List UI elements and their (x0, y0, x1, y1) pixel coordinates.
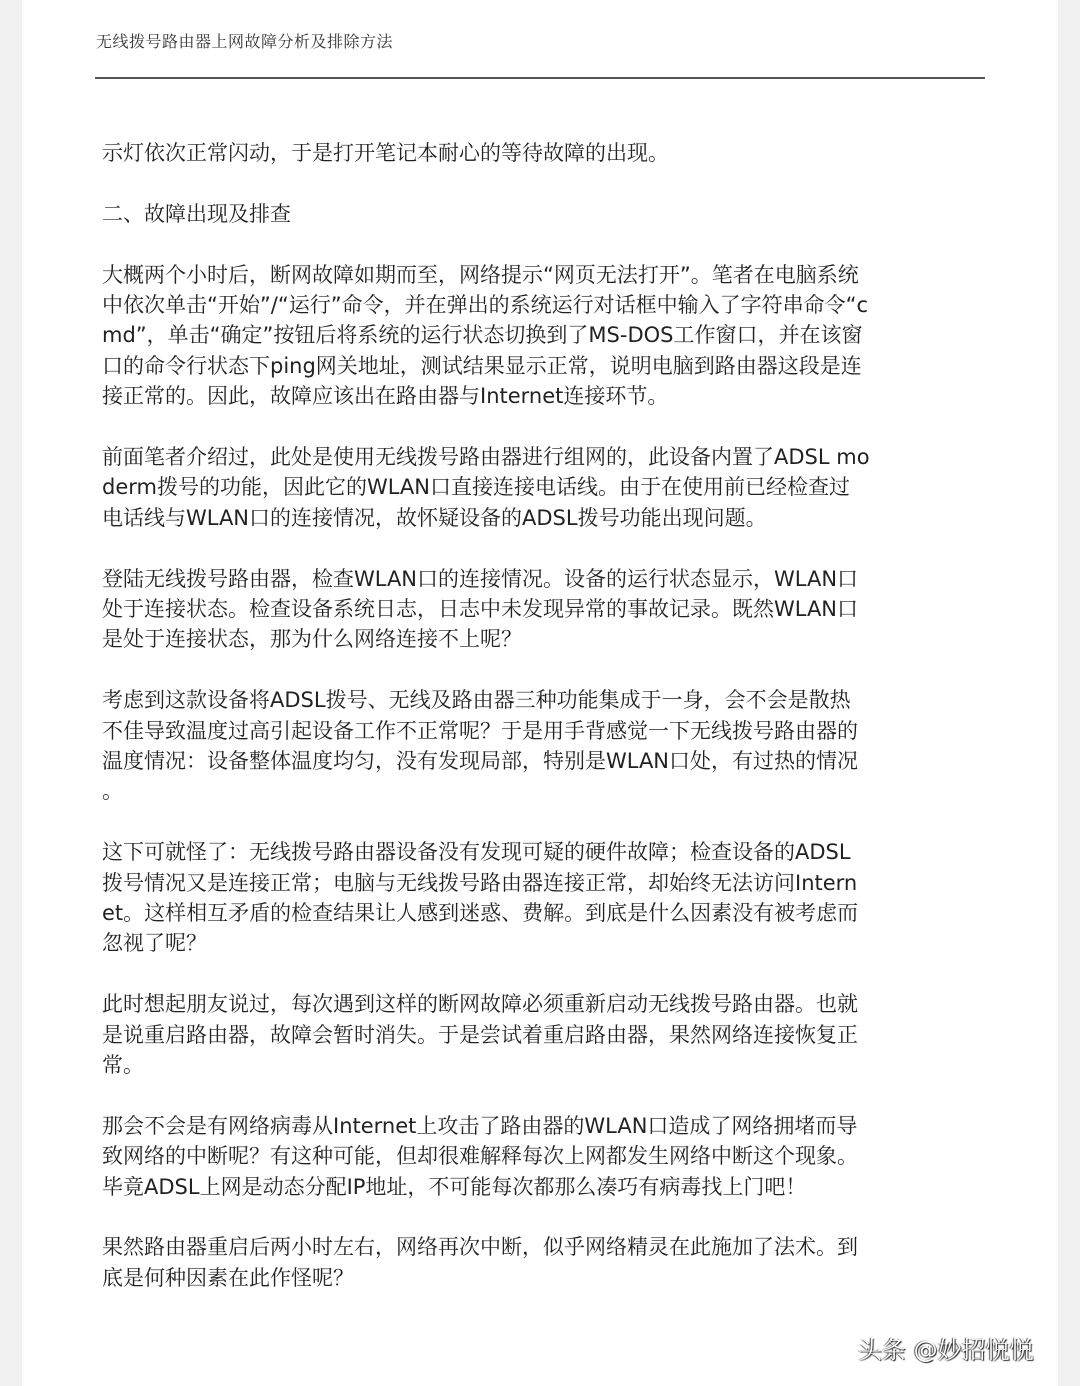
paragraph (102, 260, 1002, 412)
text-line: 拨号情况又是连接正常；电脑与无线拨号路由器连接正常，却始终无法访问Intern (102, 870, 858, 895)
document-body (102, 138, 1002, 1324)
text-line: 致网络的中断呢？有这种可能，但却很难解释每次上网都发生网络中断这个现象。 (102, 1144, 858, 1169)
text-line: 底是何种因素在此作怪呢？ (102, 1265, 354, 1290)
text-line: 中依次单击“开始”/“运行”命令，并在弹出的系统运行对话框中输入了字符串命令“c (102, 293, 869, 317)
text-line: md”，单击“确定”按钮后将系统的运行状态切换到了MS-DOS工作窗口，并在该窗 (102, 323, 863, 348)
text-line: 处于连接状态。检查设备系统日志，日志中未发现异常的事故记录。既然WLAN口 (102, 597, 859, 622)
paragraph (102, 989, 1002, 1080)
text-line: 接正常的。因此，故障应该出在路由器与Internet连接环节。 (102, 384, 669, 409)
watermark: 头条 @妙招悦悦 (858, 1336, 1034, 1364)
text-line: 果然路由器重启后两小时左右，网络再次中断，似乎网络精灵在此施加了法术。到 (102, 1235, 858, 1260)
text-line: 登陆无线拨号路由器，检查WLAN口的连接情况。设备的运行状态显示，WLAN口 (102, 566, 859, 591)
text-line: 不佳导致温度过高引起设备工作不正常呢？于是用手背感觉一下无线拨号路由器的 (102, 718, 858, 743)
page-header-title: 无线拨号路由器上网故障分析及排除方法 (96, 32, 394, 51)
text-line: 那会不会是有网络病毒从Internet上攻击了路由器的WLAN口造成了网络拥堵而导 (102, 1113, 858, 1138)
text-line: 前面笔者介绍过，此处是使用无线拨号路由器进行组网的，此设备内置了ADSL mo (102, 445, 870, 470)
text-line: 大概两个小时后，断网故障如期而至，网络提示“网页无法打开”。笔者在电脑系统 (102, 262, 859, 287)
paragraph (102, 1111, 1002, 1202)
paragraph (102, 442, 1002, 533)
text-line: 常。 (102, 1053, 144, 1078)
text-line: 温度情况：设备整体温度均匀，没有发现局部，特别是WLAN口处，有过热的情况 (102, 749, 859, 774)
text-line: 是说重启路由器，故障会暂时消失。于是尝试着重启路由器，果然网络连接恢复正 (102, 1022, 858, 1047)
text-line: 是处于连接状态，那为什么网络连接不上呢？ (102, 627, 522, 652)
paragraph (102, 685, 1002, 807)
section-heading (102, 199, 1002, 229)
header-divider (95, 77, 985, 79)
text-line: 口的命令行状态下ping网关地址，测试结果显示正常，说明电脑到路由器这段是连 (102, 353, 862, 378)
text-line: 二、故障出现及排查 (102, 201, 291, 226)
text-line: 电话线与WLAN口的连接情况，故怀疑设备的ADSL拨号功能出现问题。 (102, 505, 767, 530)
paragraph (102, 564, 1002, 655)
text-line: 。 (102, 779, 123, 804)
paragraph (102, 138, 1002, 168)
text-line: 此时想起朋友说过，每次遇到这样的断网故障必须重新启动无线拨号路由器。也就 (102, 992, 858, 1017)
text-line: derm拨号的功能，因此它的WLAN口直接连接电话线。由于在使用前已经检查过 (102, 475, 850, 500)
text-line: et。这样相互矛盾的检查结果让人感到迷惑、费解。到底是什么因素没有被考虑而 (102, 901, 859, 926)
text-line: 示灯依次正常闪动，于是打开笔记本耐心的等待故障的出现。 (102, 141, 669, 165)
text-line: 毕竟ADSL上网是动态分配IP地址，不可能每次都那么凑巧有病毒找上门吧！ (102, 1174, 807, 1199)
text-line: 这下可就怪了：无线拨号路由器设备没有发现可疑的硬件故障；检查设备的ADSL (102, 840, 851, 865)
paragraph (102, 1232, 1002, 1293)
text-line: 考虑到这款设备将ADSL拨号、无线及路由器三种功能集成于一身，会不会是散热 (102, 688, 851, 713)
paragraph (102, 837, 1002, 959)
text-line: 忽视了呢？ (102, 931, 207, 956)
